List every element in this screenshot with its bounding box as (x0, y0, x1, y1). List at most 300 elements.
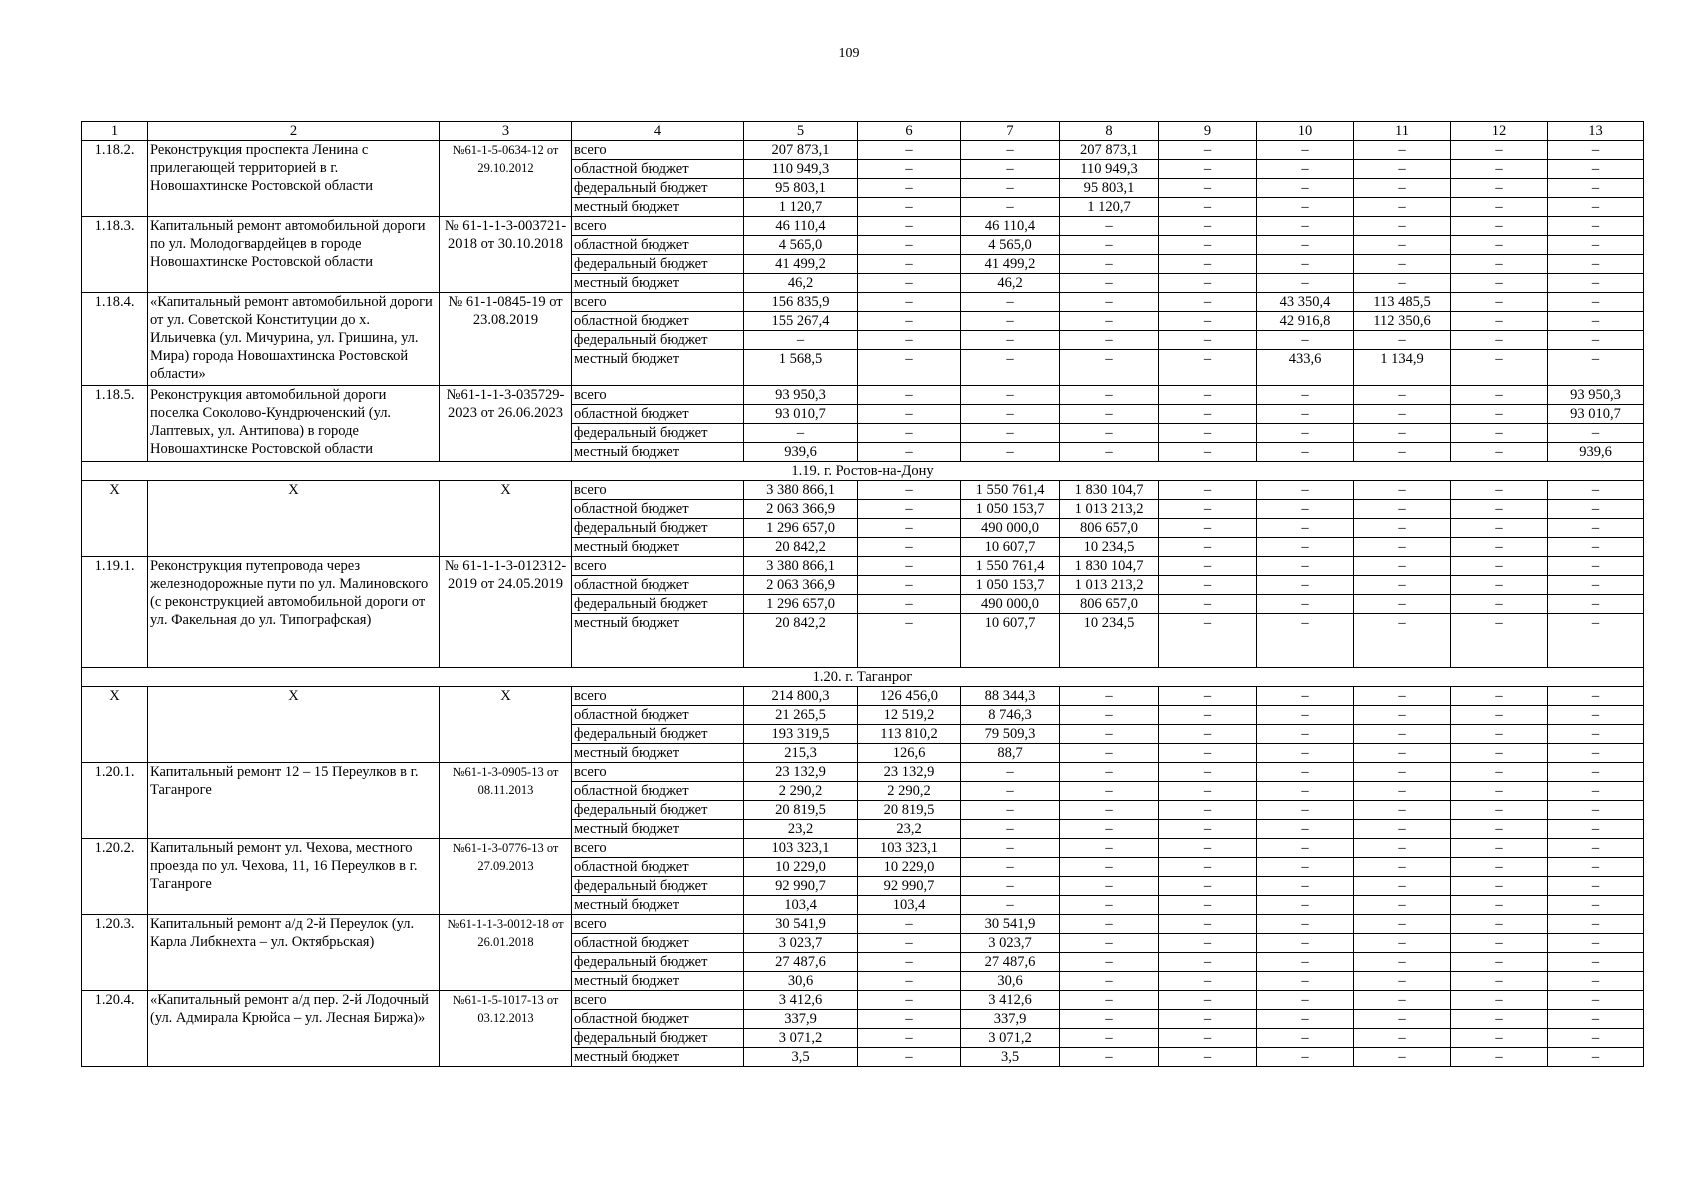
value-cell: 23 132,9 (858, 763, 961, 782)
value-cell: – (1354, 236, 1451, 255)
budget-type: областной бюджет (572, 160, 744, 179)
budget-type: областной бюджет (572, 576, 744, 595)
value-cell: – (1548, 991, 1644, 1010)
value-cell: 112 350,6 (1354, 312, 1451, 331)
value-cell: – (1159, 557, 1257, 576)
value-cell: – (1354, 405, 1451, 424)
budget-type: местный бюджет (572, 744, 744, 763)
value-cell: – (1354, 1010, 1451, 1029)
value-cell: – (1354, 595, 1451, 614)
value-cell: 23 132,9 (744, 763, 858, 782)
value-cell: – (1257, 858, 1354, 877)
value-cell: – (1257, 481, 1354, 500)
value-cell: – (1257, 236, 1354, 255)
budget-type: местный бюджет (572, 274, 744, 293)
value-cell: – (1354, 576, 1451, 595)
value-cell: – (1548, 500, 1644, 519)
value-cell: – (1548, 236, 1644, 255)
value-cell: – (858, 500, 961, 519)
value-cell: 20 819,5 (744, 801, 858, 820)
value-cell: – (1060, 953, 1159, 972)
value-cell: – (1159, 386, 1257, 405)
value-cell: – (1548, 538, 1644, 557)
registration-number: Х (440, 687, 572, 763)
value-cell: – (1257, 934, 1354, 953)
value-cell: 3 023,7 (744, 934, 858, 953)
value-cell: – (1159, 331, 1257, 350)
column-number: 9 (1159, 122, 1257, 141)
value-cell: – (1159, 706, 1257, 725)
value-cell: – (1548, 896, 1644, 915)
value-cell: – (1451, 350, 1548, 386)
budget-type: местный бюджет (572, 198, 744, 217)
budget-type: областной бюджет (572, 405, 744, 424)
value-cell: – (1548, 350, 1644, 386)
value-cell: – (858, 991, 961, 1010)
value-cell: – (858, 331, 961, 350)
value-cell: – (858, 405, 961, 424)
value-cell: – (1451, 687, 1548, 706)
value-cell: 10 229,0 (744, 858, 858, 877)
value-cell: – (1257, 782, 1354, 801)
value-cell: – (1548, 934, 1644, 953)
table-row (82, 839, 1644, 858)
value-cell: 103 323,1 (744, 839, 858, 858)
value-cell: – (858, 198, 961, 217)
value-cell: – (1257, 217, 1354, 236)
registration-number: №61-1-5-1017-13 от 03.12.2013 (440, 991, 572, 1067)
value-cell: – (1451, 1029, 1548, 1048)
value-cell: – (1548, 595, 1644, 614)
value-cell: – (1354, 500, 1451, 519)
value-cell: – (1257, 141, 1354, 160)
value-cell: – (1257, 331, 1354, 350)
project-name: Реконструкция автомобильной дороги поселка Соколово-Кундрюченский (ул. Лаптевых, ул. Антипова) в городе Новошахтинске Ростовской области (148, 386, 440, 462)
value-cell: – (1060, 763, 1159, 782)
budget-type: федеральный бюджет (572, 953, 744, 972)
row-number: 1.18.5. (82, 386, 148, 462)
value-cell: – (858, 179, 961, 198)
value-cell: – (1257, 405, 1354, 424)
value-cell: – (858, 934, 961, 953)
value-cell: – (1548, 160, 1644, 179)
value-cell: – (1548, 687, 1644, 706)
value-cell: – (1548, 217, 1644, 236)
value-cell: – (1257, 198, 1354, 217)
registration-number: № 61-1-1-3-003721-2018 от 30.10.2018 (440, 217, 572, 293)
value-cell: – (1548, 915, 1644, 934)
value-cell: – (858, 160, 961, 179)
value-cell: – (1159, 500, 1257, 519)
budget-type: всего (572, 557, 744, 576)
value-cell: – (1451, 877, 1548, 896)
value-cell: 806 657,0 (1060, 519, 1159, 538)
value-cell: 46 110,4 (961, 217, 1060, 236)
value-cell: – (1354, 858, 1451, 877)
value-cell: 103,4 (858, 896, 961, 915)
value-cell: 2 063 366,9 (744, 576, 858, 595)
value-cell: – (1451, 217, 1548, 236)
value-cell: – (1060, 820, 1159, 839)
value-cell: – (1548, 877, 1644, 896)
value-cell: – (1548, 331, 1644, 350)
value-cell: – (1548, 198, 1644, 217)
value-cell: – (1159, 198, 1257, 217)
value-cell: – (1451, 725, 1548, 744)
value-cell: – (858, 576, 961, 595)
value-cell: 1 296 657,0 (744, 519, 858, 538)
row-number: 1.18.2. (82, 141, 148, 217)
value-cell: – (1159, 236, 1257, 255)
column-number: 5 (744, 122, 858, 141)
budget-type: местный бюджет (572, 350, 744, 386)
value-cell: 490 000,0 (961, 519, 1060, 538)
value-cell: 93 010,7 (744, 405, 858, 424)
value-cell: – (1354, 991, 1451, 1010)
value-cell: 193 319,5 (744, 725, 858, 744)
value-cell: – (858, 481, 961, 500)
value-cell: 46,2 (744, 274, 858, 293)
value-cell: – (961, 782, 1060, 801)
value-cell: – (1354, 820, 1451, 839)
value-cell: – (858, 424, 961, 443)
value-cell: – (1257, 801, 1354, 820)
value-cell: 95 803,1 (744, 179, 858, 198)
value-cell: – (1060, 1048, 1159, 1067)
project-name: Реконструкция путепровода через железнодорожные пути по ул. Малиновского (с реконструкцией автомобильной дороги от ул. Факельная до ул. Типографская) (148, 557, 440, 668)
value-cell: – (1354, 1029, 1451, 1048)
value-cell: 155 267,4 (744, 312, 858, 331)
value-cell: – (1548, 481, 1644, 500)
budget-type: всего (572, 991, 744, 1010)
section-row (82, 462, 1644, 481)
value-cell: – (961, 820, 1060, 839)
value-cell: – (1159, 519, 1257, 538)
value-cell: – (1451, 706, 1548, 725)
budget-type: федеральный бюджет (572, 519, 744, 538)
value-cell: – (1354, 1048, 1451, 1067)
value-cell: 3,5 (961, 1048, 1060, 1067)
value-cell: 88 344,3 (961, 687, 1060, 706)
value-cell: – (1548, 744, 1644, 763)
budget-type: всего (572, 481, 744, 500)
project-name: Капитальный ремонт а/д 2-й Переулок (ул. Карла Либкнехта – ул. Октябрьская) (148, 915, 440, 991)
value-cell: – (1451, 293, 1548, 312)
value-cell: 3 412,6 (961, 991, 1060, 1010)
value-cell: 20 819,5 (858, 801, 961, 820)
project-name: Капитальный ремонт 12 – 15 Переулков в г. Таганроге (148, 763, 440, 839)
budget-type: федеральный бюджет (572, 424, 744, 443)
value-cell: 939,6 (744, 443, 858, 462)
value-cell: – (1354, 217, 1451, 236)
value-cell: – (1060, 424, 1159, 443)
budget-type: федеральный бюджет (572, 725, 744, 744)
value-cell: 1 550 761,4 (961, 557, 1060, 576)
value-cell: – (1257, 424, 1354, 443)
value-cell: 215,3 (744, 744, 858, 763)
value-cell: 41 499,2 (744, 255, 858, 274)
value-cell: 1 830 104,7 (1060, 557, 1159, 576)
value-cell: – (858, 538, 961, 557)
value-cell: 1 050 153,7 (961, 576, 1060, 595)
budget-type: местный бюджет (572, 538, 744, 557)
value-cell: – (961, 877, 1060, 896)
value-cell: – (1354, 614, 1451, 668)
value-cell: – (858, 953, 961, 972)
budget-type: федеральный бюджет (572, 331, 744, 350)
value-cell: 79 509,3 (961, 725, 1060, 744)
value-cell: 20 842,2 (744, 614, 858, 668)
value-cell: – (1257, 443, 1354, 462)
value-cell: 12 519,2 (858, 706, 961, 725)
value-cell: – (1159, 538, 1257, 557)
value-cell: – (1548, 801, 1644, 820)
value-cell: – (1159, 1010, 1257, 1029)
value-cell: 490 000,0 (961, 595, 1060, 614)
value-cell: 21 265,5 (744, 706, 858, 725)
value-cell: 30 541,9 (961, 915, 1060, 934)
value-cell: 3 071,2 (961, 1029, 1060, 1048)
value-cell: – (1354, 538, 1451, 557)
budget-type: местный бюджет (572, 614, 744, 668)
value-cell: – (1451, 538, 1548, 557)
value-cell: – (961, 198, 1060, 217)
section-row (82, 668, 1644, 687)
value-cell: – (1159, 293, 1257, 312)
row-number: 1.19.1. (82, 557, 148, 668)
value-cell: – (1548, 763, 1644, 782)
value-cell: – (1451, 405, 1548, 424)
value-cell: – (1257, 1029, 1354, 1048)
value-cell: – (1159, 424, 1257, 443)
value-cell: – (1548, 725, 1644, 744)
value-cell: – (1159, 217, 1257, 236)
value-cell: – (744, 424, 858, 443)
value-cell: – (1548, 953, 1644, 972)
budget-type: местный бюджет (572, 972, 744, 991)
value-cell: – (1257, 255, 1354, 274)
value-cell: 126,6 (858, 744, 961, 763)
column-number: 10 (1257, 122, 1354, 141)
value-cell: – (961, 839, 1060, 858)
value-cell: – (1060, 405, 1159, 424)
registration-number: №61-1-3-0776-13 от 27.09.2013 (440, 839, 572, 915)
value-cell: – (858, 519, 961, 538)
value-cell: – (1257, 820, 1354, 839)
value-cell: 95 803,1 (1060, 179, 1159, 198)
value-cell: – (858, 386, 961, 405)
value-cell: – (1548, 858, 1644, 877)
value-cell: – (858, 972, 961, 991)
value-cell: – (961, 896, 1060, 915)
budget-type: всего (572, 687, 744, 706)
value-cell: – (1354, 934, 1451, 953)
value-cell: 1 120,7 (1060, 198, 1159, 217)
value-cell: 207 873,1 (1060, 141, 1159, 160)
value-cell: – (961, 141, 1060, 160)
value-cell: – (1548, 274, 1644, 293)
section-title: 1.19. г. Ростов-на-Дону (82, 462, 1644, 481)
value-cell: – (1257, 160, 1354, 179)
value-cell: – (1060, 331, 1159, 350)
value-cell: – (1354, 519, 1451, 538)
value-cell: – (1451, 481, 1548, 500)
value-cell: 1 134,9 (1354, 350, 1451, 386)
value-cell: – (961, 331, 1060, 350)
value-cell: – (1060, 236, 1159, 255)
value-cell: – (961, 443, 1060, 462)
value-cell: – (1257, 953, 1354, 972)
value-cell: – (1354, 972, 1451, 991)
value-cell: – (1159, 763, 1257, 782)
value-cell: 2 290,2 (858, 782, 961, 801)
value-cell: – (1159, 725, 1257, 744)
value-cell: – (1451, 576, 1548, 595)
value-cell: 3,5 (744, 1048, 858, 1067)
value-cell: – (1451, 255, 1548, 274)
value-cell: – (1060, 312, 1159, 331)
value-cell: – (1060, 725, 1159, 744)
budget-type: областной бюджет (572, 312, 744, 331)
value-cell: – (1354, 443, 1451, 462)
value-cell: – (1548, 820, 1644, 839)
value-cell: 156 835,9 (744, 293, 858, 312)
value-cell: – (1060, 1010, 1159, 1029)
project-name: Х (148, 687, 440, 763)
value-cell: 93 950,3 (1548, 386, 1644, 405)
value-cell: – (1159, 614, 1257, 668)
value-cell: – (1159, 179, 1257, 198)
value-cell: – (1451, 820, 1548, 839)
value-cell: – (858, 614, 961, 668)
budget-type: местный бюджет (572, 896, 744, 915)
value-cell: – (1548, 576, 1644, 595)
value-cell: – (1548, 424, 1644, 443)
value-cell: – (1257, 839, 1354, 858)
table-row (82, 217, 1644, 236)
registration-number: № 61-1-1-3-012312-2019 от 24.05.2019 (440, 557, 572, 668)
value-cell: 337,9 (961, 1010, 1060, 1029)
value-cell: – (858, 1010, 961, 1029)
value-cell: – (858, 236, 961, 255)
value-cell: – (1354, 424, 1451, 443)
value-cell: – (1257, 706, 1354, 725)
table-row (82, 481, 1644, 500)
value-cell: 3 380 866,1 (744, 557, 858, 576)
value-cell: – (1060, 915, 1159, 934)
value-cell: – (1060, 782, 1159, 801)
value-cell: – (1354, 839, 1451, 858)
value-cell: – (1159, 934, 1257, 953)
value-cell: 93 010,7 (1548, 405, 1644, 424)
value-cell: – (1451, 443, 1548, 462)
value-cell: – (961, 424, 1060, 443)
value-cell: – (1257, 1048, 1354, 1067)
value-cell: – (1159, 274, 1257, 293)
value-cell: – (1257, 274, 1354, 293)
value-cell: – (1451, 839, 1548, 858)
project-name: Капитальный ремонт автомобильной дороги по ул. Молодогвардейцев в городе Новошахтинске Ростовской области (148, 217, 440, 293)
table-row (82, 141, 1644, 160)
value-cell: – (1060, 972, 1159, 991)
project-name: «Капитальный ремонт а/д пер. 2-й Лодочный (ул. Адмирала Крюйса – ул. Лесная Биржа)» (148, 991, 440, 1067)
project-name: Реконструкция проспекта Ленина с прилегающей территорией в г. Новошахтинске Ростовской области (148, 141, 440, 217)
value-cell: – (1257, 614, 1354, 668)
value-cell: – (1159, 576, 1257, 595)
value-cell: – (1060, 858, 1159, 877)
budget-type: областной бюджет (572, 500, 744, 519)
value-cell: – (1257, 744, 1354, 763)
value-cell: – (1159, 953, 1257, 972)
value-cell: 1 830 104,7 (1060, 481, 1159, 500)
column-number: 8 (1060, 122, 1159, 141)
value-cell: – (1354, 706, 1451, 725)
value-cell: 20 842,2 (744, 538, 858, 557)
value-cell: – (1548, 839, 1644, 858)
value-cell: – (1159, 1029, 1257, 1048)
value-cell: – (858, 443, 961, 462)
value-cell: – (1060, 801, 1159, 820)
value-cell: – (1548, 557, 1644, 576)
value-cell: 41 499,2 (961, 255, 1060, 274)
value-cell: 27 487,6 (961, 953, 1060, 972)
value-cell: – (1548, 312, 1644, 331)
value-cell: – (961, 405, 1060, 424)
value-cell: – (1159, 443, 1257, 462)
value-cell: – (961, 763, 1060, 782)
value-cell: – (1257, 972, 1354, 991)
budget-type: областной бюджет (572, 1010, 744, 1029)
value-cell: – (858, 1048, 961, 1067)
value-cell: – (1159, 877, 1257, 896)
registration-number: №61-1-5-0634-12 от 29.10.2012 (440, 141, 572, 217)
budget-type: местный бюджет (572, 443, 744, 462)
section-title: 1.20. г. Таганрог (82, 668, 1644, 687)
value-cell: – (1451, 934, 1548, 953)
value-cell: – (1451, 972, 1548, 991)
column-number: 12 (1451, 122, 1548, 141)
value-cell: – (1060, 350, 1159, 386)
budget-type: всего (572, 839, 744, 858)
value-cell: – (1354, 744, 1451, 763)
value-cell: – (1060, 991, 1159, 1010)
value-cell: – (1354, 331, 1451, 350)
value-cell: – (1354, 386, 1451, 405)
value-cell: – (1060, 744, 1159, 763)
value-cell: – (961, 350, 1060, 386)
budget-type: местный бюджет (572, 820, 744, 839)
row-number: 1.18.4. (82, 293, 148, 386)
value-cell: 88,7 (961, 744, 1060, 763)
value-cell: – (858, 312, 961, 331)
registration-number: Х (440, 481, 572, 557)
value-cell: – (1451, 424, 1548, 443)
project-name: Капитальный ремонт ул. Чехова, местного проезда по ул. Чехова, 11, 16 Переулков в г. Таганроге (148, 839, 440, 915)
value-cell: 42 916,8 (1257, 312, 1354, 331)
value-cell: – (1159, 820, 1257, 839)
value-cell: – (1451, 896, 1548, 915)
budget-type: местный бюджет (572, 1048, 744, 1067)
value-cell: 433,6 (1257, 350, 1354, 386)
value-cell: 92 990,7 (744, 877, 858, 896)
value-cell: 1 296 657,0 (744, 595, 858, 614)
budget-type: федеральный бюджет (572, 179, 744, 198)
value-cell: 806 657,0 (1060, 595, 1159, 614)
value-cell: – (1354, 763, 1451, 782)
value-cell: 3 023,7 (961, 934, 1060, 953)
value-cell: – (1354, 915, 1451, 934)
value-cell: – (1451, 141, 1548, 160)
